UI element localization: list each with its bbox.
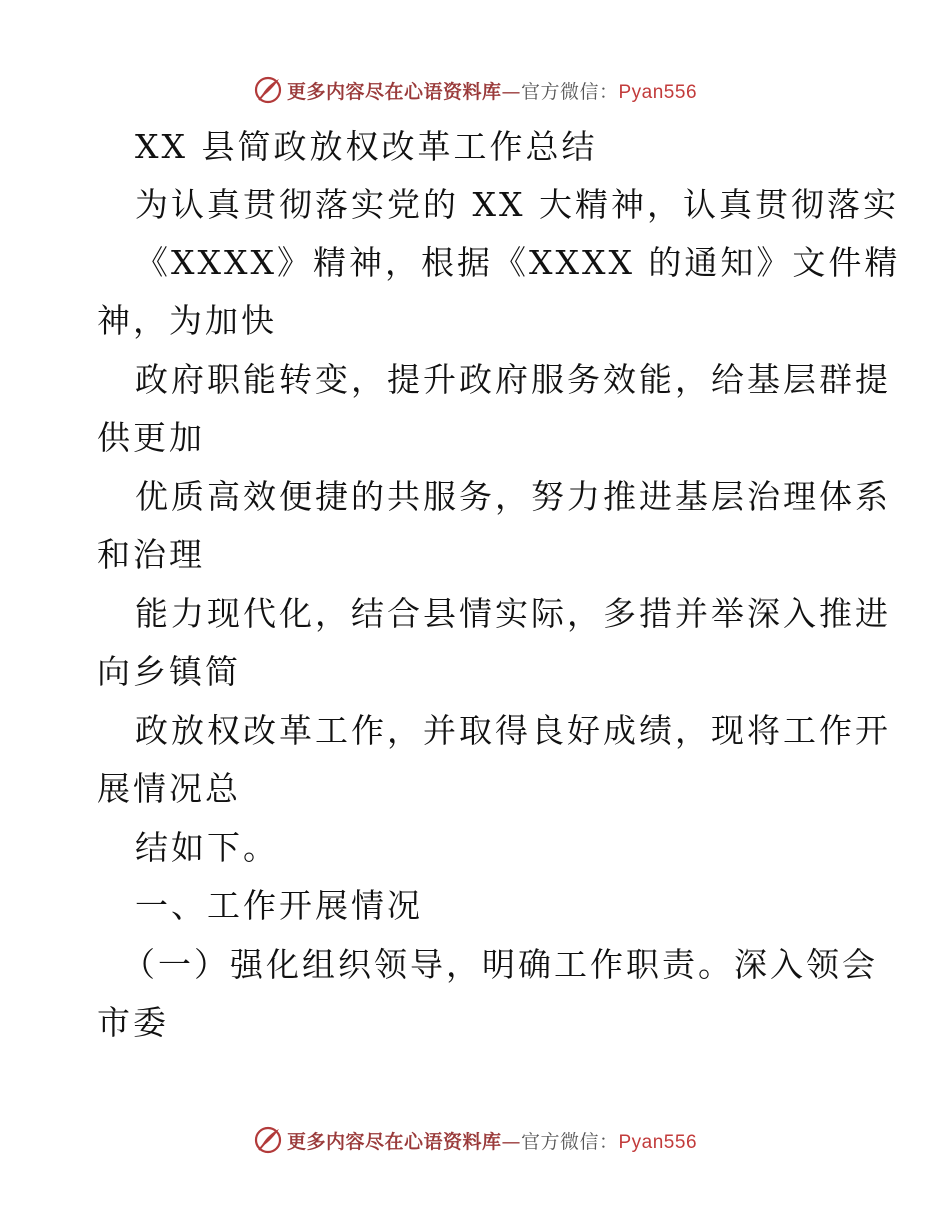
paragraph-line: 《XXXX》精神，根据《XXXX 的通知》文件精 <box>135 243 901 282</box>
banner-text <box>287 77 697 104</box>
paragraph-line: 和治理 <box>97 535 205 574</box>
banner-dash: — <box>501 1130 521 1153</box>
paragraph-line: 为认真贯彻落实党的 XX 大精神，认真贯彻落实 <box>135 185 899 224</box>
paragraph-line: 向乡镇简 <box>97 652 241 691</box>
banner-wechat-label: 官方微信： <box>520 80 619 103</box>
paragraph-line: 神，为加快 <box>97 301 277 340</box>
paragraph-line: 政府职能转变，提升政府服务效能，给基层群提 <box>135 360 891 399</box>
banner-wechat-id: Pyan556 <box>618 81 698 103</box>
paragraph-line: 能力现代化，结合县情实际，多措并举深入推进 <box>135 594 891 633</box>
banner-text <box>287 1127 697 1154</box>
paragraph-line: 市委 <box>97 1003 169 1042</box>
paragraph-line: 展情况总 <box>97 769 241 808</box>
footer-watermark-banner <box>0 1122 950 1158</box>
document-title: XX 县简政放权改革工作总结 <box>135 127 598 166</box>
quill-logo-icon <box>253 1125 283 1155</box>
banner-promo-text: 更多内容尽在心语资料库 <box>286 1130 502 1153</box>
banner-wechat-id: Pyan556 <box>618 1131 698 1153</box>
banner-dash: — <box>501 80 521 103</box>
paragraph-line: 结如下。 <box>135 828 279 867</box>
banner-promo-text: 更多内容尽在心语资料库 <box>286 80 502 103</box>
paragraph-line: 供更加 <box>97 418 205 457</box>
quill-logo-icon <box>253 75 283 105</box>
paragraph-line: 政放权改革工作，并取得良好成绩，现将工作开 <box>135 711 891 750</box>
header-watermark-banner <box>0 72 950 108</box>
subsection-heading-line: （一）强化组织领导，明确工作职责。深入领会 <box>122 945 878 984</box>
banner-wechat-label: 官方微信： <box>520 1130 619 1153</box>
section-heading: 一、工作开展情况 <box>135 886 423 925</box>
paragraph-line: 优质高效便捷的共服务，努力推进基层治理体系 <box>135 477 891 516</box>
